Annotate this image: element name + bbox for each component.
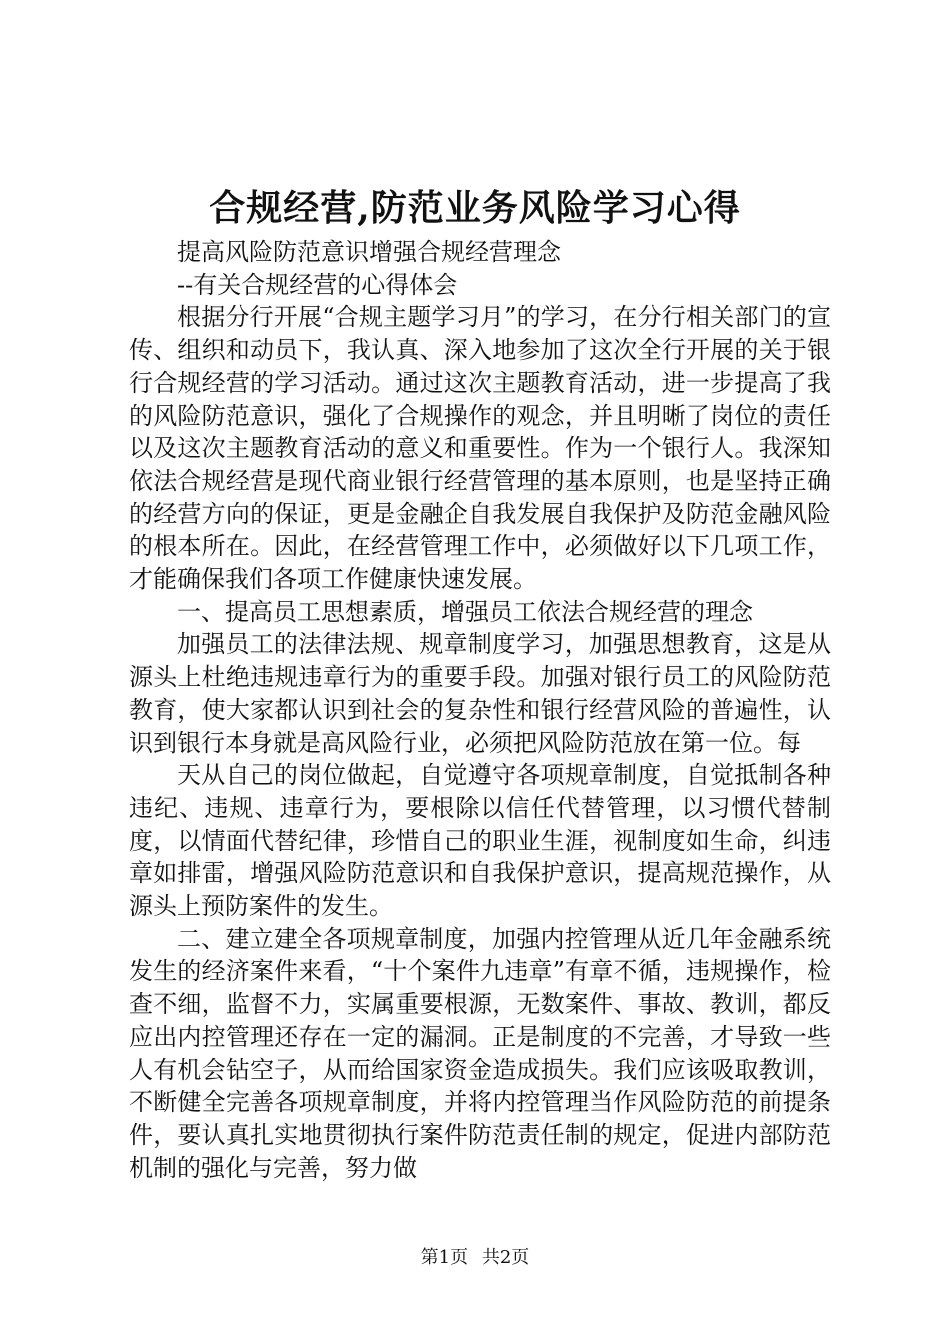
page-total: 共2页 — [481, 1247, 530, 1268]
subtitle-line: --有关合规经营的心得体会 — [177, 270, 458, 299]
body-paragraph: 根据分行开展“合规主题学习月”的学习，在分行相关部门的宣传、组织和动员下，我认真、深入地参加了这次全行开展的关于银行合规经营的学习活动。通过这次主题教育活动，进一步提高了我的风险防范意识，强化了合规操作的观念，并且明晰了岗位的责任以及这次主题教育活动的意义和重要性。作为一个银行人。我深知依法合规经营是现代商业银行经营管理的基本原则，也是坚持正确的经营方向的保证，更是金融企自我发展自我保护及防范金融风险的根本所在。因此，在经营管理工作中，必须做好以下几项工作，才能确保我们各项工作健康快速发展。 — [129, 303, 831, 594]
body-paragraph: 天从自己的岗位做起，自觉遵守各项规章制度，自觉抵制各种违纪、违规、违章行为，要根除以信任代替管理，以习惯代替制度，以情面代替纪律，珍惜自己的职业生涯，视制度如生命，纠违章如排雷，增强风险防范意识和自我保护意识，提高规范操作，从源头上预防案件的发生。 — [129, 761, 831, 921]
document-title: 合规经营,防范业务风险学习心得 — [209, 187, 741, 229]
document-body — [129, 236, 831, 1184]
page-number: 第1页 — [420, 1247, 469, 1268]
body-paragraph: 二、建立建全各项规章制度，加强内控管理从近几年金融系统发生的经济案件来看，“十个案件九违章”有章不循，违规操作，检查不细，监督不力，实属重要根源，无数案件、事故、教训，都反应出内控管理还存在一定的漏洞。正是制度的不完善，才导致一些人有机会钻空子，从而给国家资金造成损失。我们应该吸取教训，不断健全完善各项规章制度，并将内控管理当作风险防范的前提条件，要认真扎实地贯彻执行案件防范责任制的规定，促进内部防范机制的强化与完善，努力做 — [129, 924, 831, 1182]
subtitle-line: 提高风险防范意识增强合规经营理念 — [177, 238, 561, 266]
section-heading: 一、提高员工思想素质，增强员工依法合规经营的理念 — [177, 597, 753, 626]
page-footer — [0, 1246, 950, 1270]
body-paragraph: 加强员工的法律法规、规章制度学习，加强思想教育，这是从源头上杜绝违规违章行为的重要手段。加强对银行员工的风险防范教育，使大家都认识到社会的复杂性和银行经营风险的普遍性，认识到银行本身就是高风险行业，必须把风险防范放在第一位。每 — [129, 630, 831, 757]
